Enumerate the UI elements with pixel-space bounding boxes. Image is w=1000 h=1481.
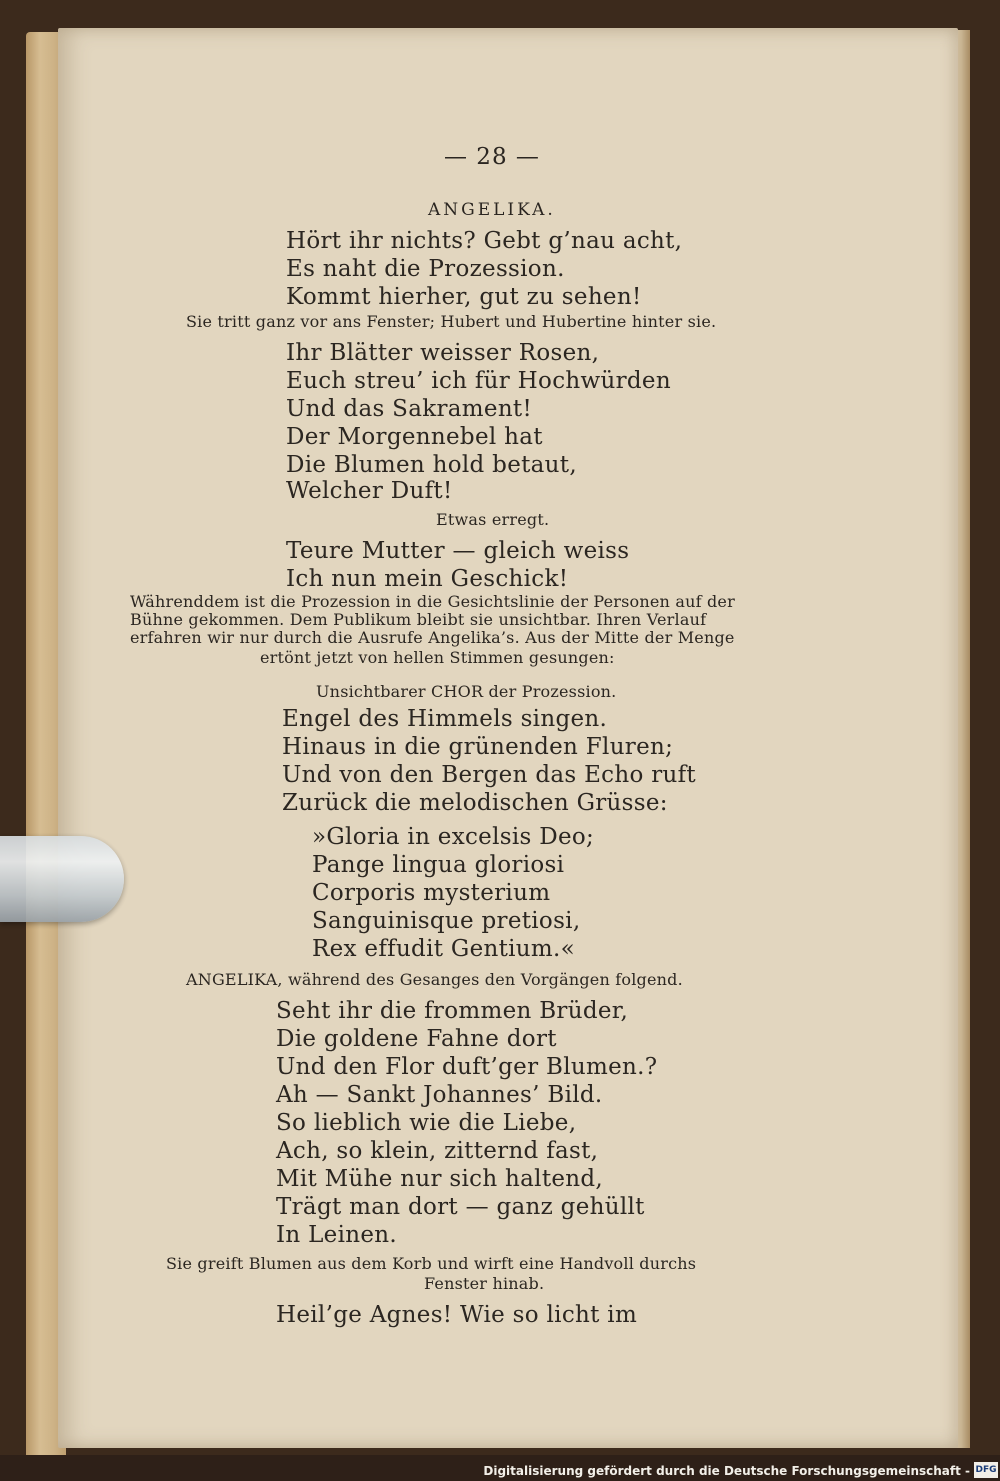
verse-12: Engel des Himmels singen. (282, 706, 608, 732)
verse-21: Seht ihr die frommen Brüder, (276, 998, 629, 1024)
verse-13: Hinaus in die grünenden Fluren; (282, 734, 674, 760)
stage-3c: erfahren wir nur durch die Ausrufe Angelika’s. Aus der Mitte der Menge (130, 628, 735, 647)
verse-23: Und den Flor duft’ger Blumen.? (276, 1054, 658, 1080)
stage-4b: Fenster hinab. (424, 1274, 545, 1293)
verse-26: Ach, so klein, zitternd fast, (276, 1138, 599, 1164)
verse-2: Es naht die Prozession. (286, 256, 565, 282)
stage-4a: Sie greift Blumen aus dem Korb und wirft eine Handvoll durchs (166, 1254, 697, 1273)
verse-1: Hört ihr nichts? Gebt g’nau acht, (286, 228, 683, 254)
verse-7: Der Morgennebel hat (286, 424, 543, 450)
verse-11: Ich nun mein Geschick! (286, 566, 569, 592)
verse-25: So lieblich wie die Liebe, (276, 1110, 577, 1136)
verse-19: Sanguinisque pretiosi, (312, 908, 581, 934)
verse-20: Rex effudit Gentium.« (312, 936, 575, 962)
stage-3a: Währenddem ist die Prozession in die Gesichtslinie der Personen auf der (130, 592, 735, 611)
verse-15: Zurück die melodischen Grüsse: (282, 790, 668, 816)
verse-22: Die goldene Fahne dort (276, 1026, 557, 1052)
verse-30: Heil’ge Agnes! Wie so licht im (276, 1302, 638, 1328)
verse-27: Mit Mühe nur sich haltend, (276, 1166, 604, 1192)
verse-3: Kommt hierher, gut zu sehen! (286, 284, 642, 310)
verse-18: Corporis mysterium (312, 880, 551, 906)
verse-9: Welcher Duft! (286, 478, 453, 504)
footer-credit: Digitalisierung gefördert durch die Deutsche Forschungsgemeinschaft - (483, 1464, 970, 1478)
stage-3d: ertönt jetzt von hellen Stimmen gesungen: (260, 648, 615, 667)
verse-17: Pange lingua gloriosi (312, 852, 565, 878)
angelika-heading-2: ANGELIKA, während des Gesanges den Vorgängen folgend. (186, 970, 683, 989)
verse-14: Und von den Bergen das Echo ruft (282, 762, 696, 788)
verse-6: Und das Sakrament! (286, 396, 533, 422)
stage-2: Etwas erregt. (436, 510, 550, 529)
chor-heading: Unsichtbarer CHOR der Prozession. (316, 682, 617, 701)
verse-5: Euch streu’ ich für Hochwürden (286, 368, 671, 394)
verse-10: Teure Mutter — gleich weiss (286, 538, 630, 564)
stage-1: Sie tritt ganz vor ans Fenster; Hubert und Hubertine hinter sie. (186, 312, 717, 331)
verse-16: »Gloria in excelsis Deo; (312, 824, 595, 850)
dfg-logo-icon: DFG (974, 1462, 998, 1478)
page-number: — 28 — (444, 144, 540, 170)
stage-3b: Bühne gekommen. Dem Publikum bleibt sie unsichtbar. Ihren Verlauf (130, 610, 707, 629)
verse-8: Die Blumen hold betaut, (286, 452, 577, 478)
thumb (0, 836, 124, 922)
verse-4: Ihr Blätter weisser Rosen, (286, 340, 600, 366)
angelika-heading-1: ANGELIKA. (428, 200, 556, 220)
verse-24: Ah — Sankt Johannes’ Bild. (276, 1082, 603, 1108)
verse-29: In Leinen. (276, 1222, 397, 1248)
verse-28: Trägt man dort — ganz gehüllt (276, 1194, 645, 1220)
